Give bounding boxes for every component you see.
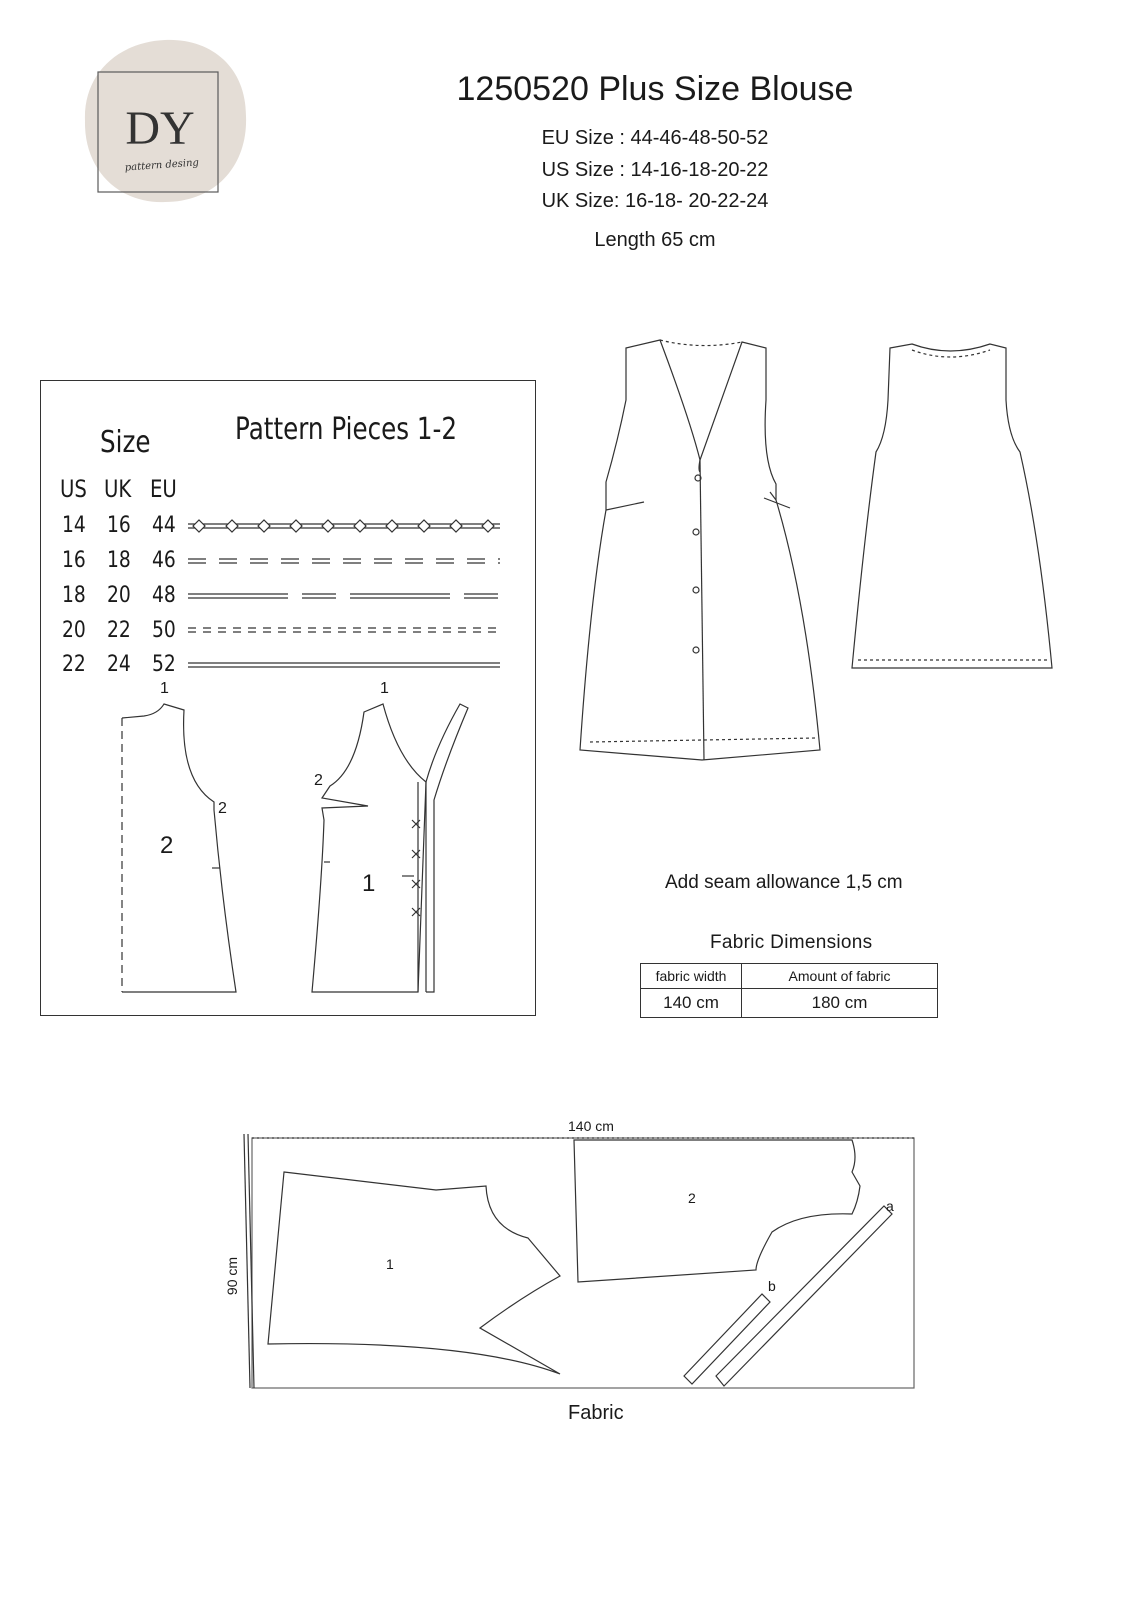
piece-back-top-notch: 1 bbox=[160, 680, 169, 697]
row-us: 20 bbox=[62, 618, 86, 643]
table-value-width: 140 cm bbox=[641, 989, 742, 1018]
fabric-dimensions-table bbox=[640, 963, 938, 1018]
row-us: 16 bbox=[62, 548, 86, 573]
fabric-layout bbox=[244, 1134, 914, 1388]
row-eu: 50 bbox=[152, 618, 176, 643]
document-title: 1250520 Plus Size Blouse bbox=[456, 70, 854, 108]
fabric-dimensions-title: Fabric Dimensions bbox=[710, 932, 873, 953]
table-header-amount: Amount of fabric bbox=[742, 964, 938, 989]
piece-front-top-notch: 1 bbox=[380, 680, 389, 697]
size-heading: Size bbox=[100, 425, 151, 460]
garment-back-sketch bbox=[852, 344, 1052, 668]
svg-text:DY: DY bbox=[125, 102, 195, 155]
size-line-46 bbox=[188, 559, 500, 563]
svg-text:pattern desing: pattern desing bbox=[124, 157, 200, 174]
layout-piece-1: 1 bbox=[386, 1256, 394, 1272]
piece-back-side-notch: 2 bbox=[218, 800, 227, 817]
table-header-width: fabric width bbox=[641, 964, 742, 989]
row-uk: 22 bbox=[107, 618, 131, 643]
row-us: 18 bbox=[62, 583, 86, 608]
layout-height-label: 90 cm bbox=[224, 1256, 240, 1296]
size-line-52 bbox=[188, 663, 500, 667]
eu-size-line: EU Size : 44-46-48-50-52 bbox=[541, 127, 769, 149]
header-us: US bbox=[60, 475, 87, 503]
row-eu: 46 bbox=[152, 548, 176, 573]
row-uk: 18 bbox=[107, 548, 131, 573]
table-value-amount: 180 cm bbox=[742, 989, 938, 1018]
pattern-piece-back bbox=[122, 704, 236, 992]
garment-front-sketch bbox=[580, 340, 820, 760]
piece-back-number: 2 bbox=[160, 832, 174, 859]
layout-strip-b: b bbox=[768, 1278, 776, 1294]
row-uk: 16 bbox=[107, 513, 131, 538]
layout-strip-a: a bbox=[886, 1198, 894, 1214]
piece-front-number: 1 bbox=[362, 870, 376, 897]
row-us: 14 bbox=[62, 513, 86, 538]
header-uk: UK bbox=[104, 475, 132, 503]
layout-piece-2: 2 bbox=[688, 1190, 696, 1206]
row-eu: 48 bbox=[152, 583, 176, 608]
us-size-line: US Size : 14-16-18-20-22 bbox=[541, 159, 769, 181]
length-line: Length 65 cm bbox=[594, 229, 716, 251]
row-uk: 24 bbox=[107, 652, 131, 677]
row-us: 22 bbox=[62, 652, 86, 677]
size-line-48 bbox=[188, 594, 500, 598]
layout-width-label: 140 cm bbox=[568, 1118, 614, 1134]
row-eu: 52 bbox=[152, 652, 176, 677]
piece-front-side-notch: 2 bbox=[314, 772, 323, 789]
pattern-piece-front bbox=[312, 704, 468, 992]
seam-allowance-note: Add seam allowance 1,5 cm bbox=[665, 872, 903, 893]
fabric-caption: Fabric bbox=[568, 1402, 624, 1424]
uk-size-line: UK Size: 16-18- 20-22-24 bbox=[541, 190, 769, 212]
pattern-pieces-title: Pattern Pieces 1-2 bbox=[235, 412, 458, 447]
row-uk: 20 bbox=[107, 583, 131, 608]
size-line-50 bbox=[188, 628, 500, 632]
header-eu: EU bbox=[150, 475, 177, 503]
size-line-44 bbox=[188, 520, 500, 532]
row-eu: 44 bbox=[152, 513, 176, 538]
